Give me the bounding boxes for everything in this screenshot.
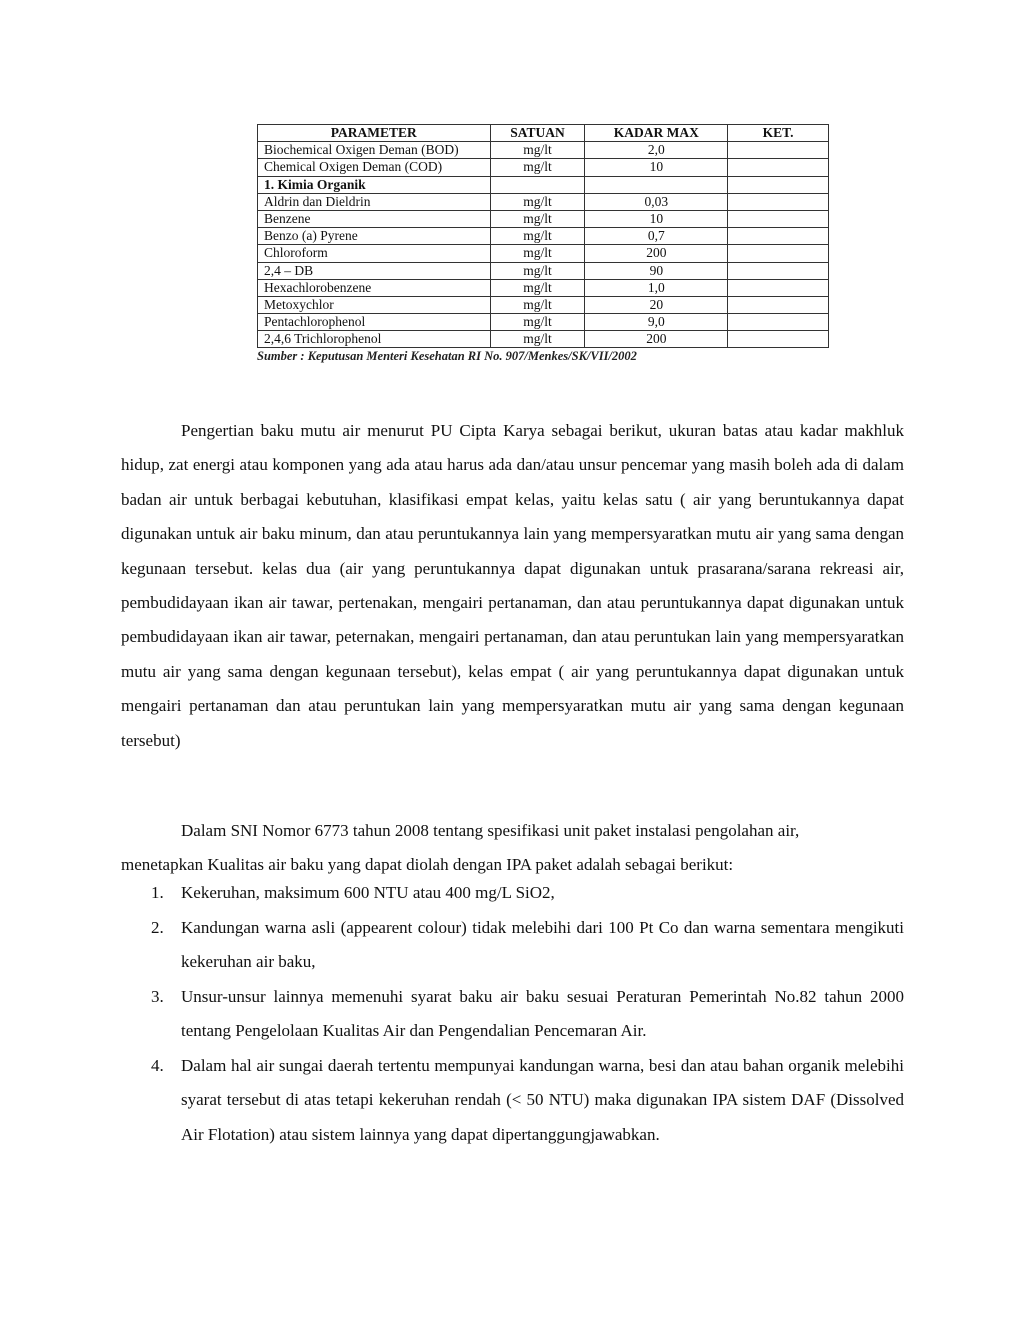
list-item (121, 876, 904, 911)
section-heading: 1. Kimia Organik (258, 176, 491, 193)
table-row (258, 193, 829, 210)
table-row (258, 142, 829, 159)
cell-parameter: Chloroform (258, 245, 491, 262)
cell-kadar: 200 (585, 245, 728, 262)
cell-kadar: 1,0 (585, 279, 728, 296)
cell-satuan: mg/lt (490, 193, 585, 210)
cell-parameter: Biochemical Oxigen Deman (BOD) (258, 142, 491, 159)
table-row (258, 245, 829, 262)
cell-satuan: mg/lt (490, 296, 585, 313)
cell-kadar: 90 (585, 262, 728, 279)
cell-ket (728, 245, 829, 262)
cell-satuan: mg/lt (490, 279, 585, 296)
header-ket: KET. (728, 125, 829, 142)
cell-parameter: Metoxychlor (258, 296, 491, 313)
cell-ket (728, 279, 829, 296)
cell-kadar (585, 176, 728, 193)
list-item (121, 911, 904, 980)
list-text: Unsur-unsur lainnya memenuhi syarat baku air baku sesuai Peraturan Pemerintah No.82 tahun 2000 tentang Pengelolaan Kualitas Air dan Pengendalian Pencemaran Air. (181, 986, 904, 1040)
cell-ket (728, 331, 829, 348)
list-number: 2. (151, 917, 164, 937)
cell-parameter: Chemical Oxigen Deman (COD) (258, 159, 491, 176)
cell-kadar: 10 (585, 159, 728, 176)
paragraph-sni: Dalam SNI Nomor 6773 tahun 2008 tentang spesifikasi unit paket instalasi pengolahan air, menetapkan Kualitas air baku yang dapat diolah dengan IPA paket adalah sebagai berikut: (121, 821, 800, 874)
cell-kadar: 0,03 (585, 193, 728, 210)
requirements-list (121, 876, 904, 1152)
cell-parameter: 2,4 – DB (258, 262, 491, 279)
cell-satuan: mg/lt (490, 262, 585, 279)
cell-ket (728, 159, 829, 176)
list-item (121, 980, 904, 1049)
cell-ket (728, 193, 829, 210)
cell-ket (728, 142, 829, 159)
table-row (258, 279, 829, 296)
table-header-row (258, 125, 829, 142)
list-number: 3. (151, 986, 164, 1006)
header-kadar-max: KADAR MAX (585, 125, 728, 142)
list-text: Dalam hal air sungai daerah tertentu mempunyai kandungan warna, besi dan atau bahan organik melebihi syarat tersebut di atas tetapi kekeruhan rendah (< 50 NTU) maka digunakan IPA sistem DAF (Dissolved Air Flotation) atau sistem lainnya yang dapat dipertanggungjawabkan. (181, 1055, 904, 1144)
table-row (258, 210, 829, 227)
list-number: 4. (151, 1055, 164, 1075)
table-row (258, 314, 829, 331)
table-source-caption: Sumber : Keputusan Menteri Kesehatan RI No. 907/Menkes/SK/VII/2002 (257, 349, 637, 364)
list-text: Kandungan warna asli (appearent colour) tidak melebihi dari 100 Pt Co dan warna sementara mengikuti kekeruhan air baku, (181, 917, 904, 971)
parameter-table (257, 124, 829, 348)
cell-satuan: mg/lt (490, 228, 585, 245)
cell-satuan (490, 176, 585, 193)
table-row (258, 331, 829, 348)
cell-satuan: mg/lt (490, 210, 585, 227)
cell-satuan: mg/lt (490, 331, 585, 348)
cell-parameter: Hexachlorobenzene (258, 279, 491, 296)
cell-ket (728, 210, 829, 227)
cell-parameter: 2,4,6 Trichlorophenol (258, 331, 491, 348)
cell-satuan: mg/lt (490, 142, 585, 159)
cell-kadar: 10 (585, 210, 728, 227)
cell-kadar: 9,0 (585, 314, 728, 331)
cell-parameter: Pentachlorophenol (258, 314, 491, 331)
list-item (121, 1049, 904, 1153)
cell-kadar: 0,7 (585, 228, 728, 245)
cell-kadar: 200 (585, 331, 728, 348)
cell-satuan: mg/lt (490, 314, 585, 331)
cell-parameter: Benzene (258, 210, 491, 227)
list-number: 1. (151, 883, 164, 902)
cell-kadar: 20 (585, 296, 728, 313)
header-satuan: SATUAN (490, 125, 585, 142)
cell-satuan: mg/lt (490, 245, 585, 262)
cell-ket (728, 176, 829, 193)
cell-kadar: 2,0 (585, 142, 728, 159)
cell-ket (728, 262, 829, 279)
cell-parameter: Aldrin dan Dieldrin (258, 193, 491, 210)
paragraph-baku-mutu: Pengertian baku mutu air menurut PU Cipta Karya sebagai berikut, ukuran batas atau kadar makhluk hidup, zat energi atau komponen yang ada atau harus ada dan/atau unsur pencemar yang masih boleh ada di dalam badan air untuk berbagai kebutuhan, klasifikasi empat kelas, yaitu kelas satu ( air yang beruntukannya dapat digunakan untuk air baku minum, dan atau peruntukannya lain yang mempersyaratkan mutu air yang sama dengan kegunaan tersebut. kelas dua (air yang peruntukannya dapat digunakan untuk prasarana/sarana rekreasi air, pembudidayaan ikan air tawar, pertenakan, mengairi pertanaman, dan atau peruntukannya dapat digunakan untuk pembudidayaan ikan air tawar, peternakan, mengairi pertanaman, dan atau peruntukan lain yang mempersyaratkan mutu air yang sama dengan kegunaan tersebut), kelas empat ( air yang peruntukannya dapat digunakan untuk mengairi pertanaman dan atau peruntukan lain yang mempersyaratkan mutu air yang sama dengan kegunaan tersebut) (121, 421, 904, 750)
table-row (258, 228, 829, 245)
table-section-row (258, 176, 829, 193)
table-row (258, 159, 829, 176)
cell-ket (728, 314, 829, 331)
table-row (258, 262, 829, 279)
cell-ket (728, 296, 829, 313)
cell-parameter: Benzo (a) Pyrene (258, 228, 491, 245)
header-parameter: PARAMETER (258, 125, 491, 142)
cell-ket (728, 228, 829, 245)
parameter-table-figure (257, 124, 829, 364)
list-text: Kekeruhan, maksimum 600 NTU atau 400 mg/L SiO2, (181, 883, 555, 902)
table-row (258, 296, 829, 313)
cell-satuan: mg/lt (490, 159, 585, 176)
